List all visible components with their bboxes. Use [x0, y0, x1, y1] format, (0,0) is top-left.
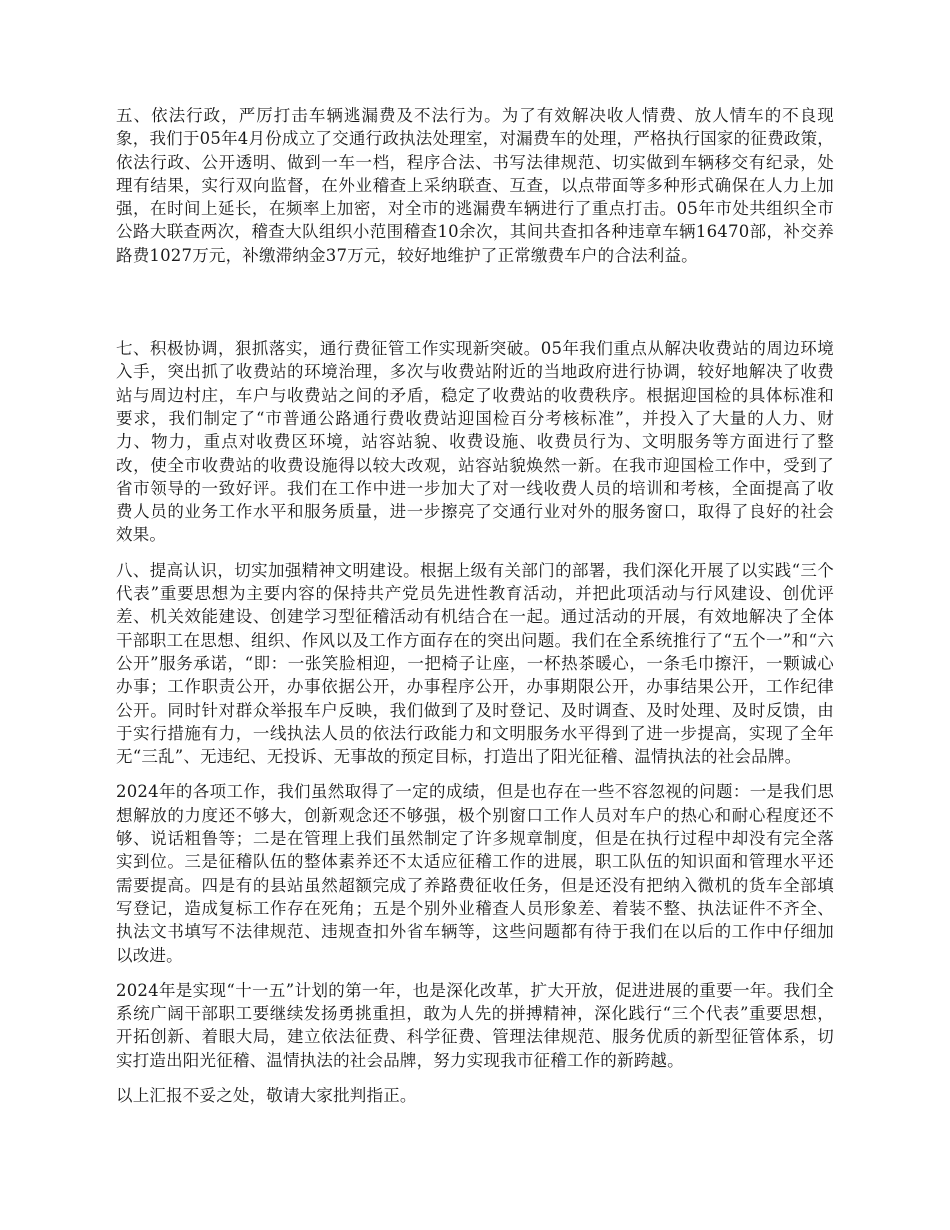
paragraph-closing: 以上汇报不妥之处，敬请大家批判指正。	[116, 1085, 417, 1105]
paragraph-five-law-enforcement: 五、依法行政，严厉打击车辆逃漏费及不法行为。为了有效解决收人情费、放人情车的不良现象，我们于05年4月份成立了交通行政执法处理室，对漏费车的处理，严格执行国家的征费政策，依法行政、公开透明、做到一车一档，程序合法、书写法律规范、切实做到车辆移交有纪录，处理有结果，实行双向监督，在外业稽查上采纳联查、互查，以点带面等多种形式确保在人力上加强，在时间上延长，在频率上加密，对全市的逃漏费车辆进行了重点打击。05年市处共组织全市公路大联查两次，稽查大队组织小范围稽查10余次，其间共查扣各种违章车辆16470部，补交养路费1027万元，补缴滞纳金37万元，较好地维护了正常缴费车户的合法利益。	[116, 106, 834, 265]
paragraph-outlook: 2024年是实现“十一五”计划的第一年，也是深化改革，扩大开放，促进进展的重要一年。我们全系统广阔干部职工要继续发扬勇挑重担，敢为人先的拼搏精神，深化践行“三个代表”重要思想，开拓创新、着眼大局，建立依法征费、科学征费、管理法律规范、服务优质的新型征管体系，切实打造出阳光征稽、温情执法的社会品牌，努力实现我市征稽工作的新跨越。	[116, 980, 834, 1070]
paragraph-eight-spiritual-civilization: 八、提高认识，切实加强精神文明建设。根据上级有关部门的部署，我们深化开展了以实践“三个代表”重要思想为主要内容的保持共产党员先进性教育活动，并把此项活动与行风建设、创优评差、机关效能建设、创建学习型征稽活动有机结合在一起。通过活动的开展，有效地解决了全体干部职工在思想、组织、作风以及工作方面存在的突出问题。我们在全系统推行了“五个一”和“六公开”服务承诺，“即：一张笑脸相迎，一把椅子让座，一杯热茶暖心，一条毛巾擦汗，一颗诚心办事；工作职责公开，办事依据公开，办事程序公开，办事期限公开，办事结果公开，工作纪律公开。同时针对群众举报车户反映，我们做到了及时登记、及时调查、及时处理、及时反馈，由于实行措施有力，一线执法人员的依法行政能力和文明服务水平得到了进一步提高，实现了全年无“三乱”、无违纪、无投诉、无事故的预定目标，打造出了阳光征稽、温情执法的社会品牌。	[116, 560, 834, 767]
paragraph-problems: 2024年的各项工作，我们虽然取得了一定的成绩，但是也存在一些不容忽视的问题：一是我们思想解放的力度还不够大，创新观念还不够强，极个别窗口工作人员对车户的热心和耐心程度还不够、说话粗鲁等；二是在管理上我们虽然制定了许多规章制度，但是在执行过程中却没有完全落实到位。三是征稽队伍的整体素养还不太适应征稽工作的进展，职工队伍的知识面和管理水平还需要提高。四是有的县站虽然超额完成了养路费征收任务，但是还没有把纳入微机的货车全部填写登记，造成复标工作存在死角；五是个别外业稽查人员形象差、着装不整、执法证件不齐全、执法文书填写不法律规范、违规查扣外省车辆等，这些问题都有待于我们在以后的工作中仔细加以改进。	[116, 782, 834, 965]
paragraph-seven-toll-management: 七、积极协调，狠抓落实，通行费征管工作实现新突破。05年我们重点从解决收费站的周边环境入手，突出抓了收费站的环境治理，多次与收费站附近的当地政府进行协调，较好地解决了收费站与周边村庄，车户与收费站之间的矛盾，稳定了收费站的收费秩序。根据迎国检的具体标准和要求，我们制定了“市普通公路通行费收费站迎国检百分考核标准”，并投入了大量的人力、财力、物力，重点对收费区环境，站容站貌、收费设施、收费员行为、文明服务等方面进行了整改，使全市收费站的收费设施得以较大改观，站容站貌焕然一新。在我市迎国检工作中，受到了省市领导的一致好评。我们在工作中进一步加大了对一线收费人员的培训和考核，全面提高了收费人员的业务工作水平和服务质量，进一步擦亮了交通行业对外的服务窗口，取得了良好的社会效果。	[116, 339, 834, 545]
document-body	[116, 104, 834, 1107]
